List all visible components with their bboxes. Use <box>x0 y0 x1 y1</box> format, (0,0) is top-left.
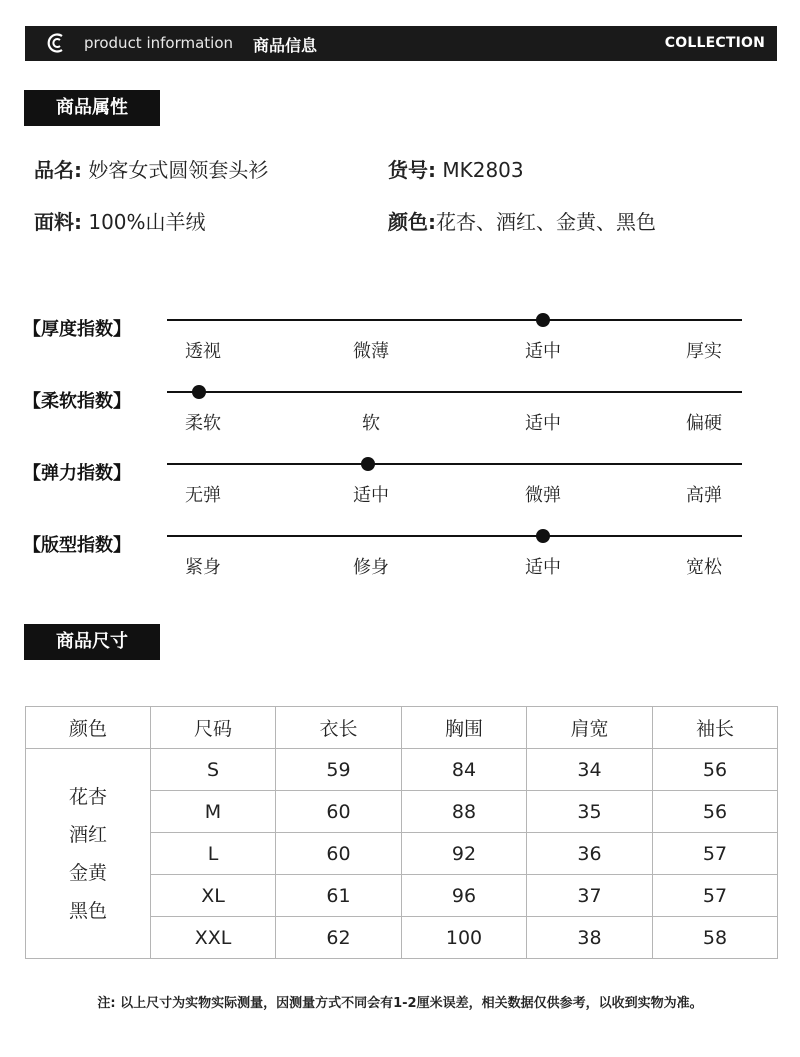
index-label: 【版型指数】 <box>23 535 131 556</box>
color-item: 酒红 <box>68 823 107 846</box>
index-label: 【柔软指数】 <box>23 391 131 412</box>
size-table <box>25 706 778 959</box>
measurement-cell: 56 <box>653 749 778 791</box>
measurement-cell: 96 <box>402 875 527 917</box>
attributes-section-title: 商品属性 <box>24 90 160 126</box>
measurement-cell: 38 <box>527 917 653 959</box>
index-option: 软 <box>362 413 380 434</box>
measurement-cell: 60 <box>276 833 402 875</box>
index-option: 微薄 <box>353 341 389 362</box>
index-option: 透视 <box>185 341 221 362</box>
size-cell: XL <box>151 875 276 917</box>
index-option: 无弹 <box>185 485 221 506</box>
measurement-cell: 100 <box>402 917 527 959</box>
header-sleeve: 袖长 <box>653 707 778 749</box>
index-option: 适中 <box>525 413 561 434</box>
brand-logo-icon <box>47 32 67 54</box>
measurement-note: 注: 以上尺寸为实物实际测量，因测量方式不同会有1-2厘米误差，相关数据仅供参考，以收到实物为准。 <box>97 996 703 1011</box>
index-scale-line <box>167 535 742 537</box>
attr-fabric <box>34 206 206 235</box>
header-cn-title: 商品信息 <box>253 36 318 55</box>
size-cell: XXL <box>151 917 276 959</box>
attr-color-value: 花杏、酒红、金黄、黑色 <box>436 210 656 234</box>
color-item: 花杏 <box>68 785 107 808</box>
color-list-cell <box>26 749 151 959</box>
measurement-cell: 62 <box>276 917 402 959</box>
measurement-cell: 84 <box>402 749 527 791</box>
header-bar <box>25 26 777 61</box>
measurement-cell: 60 <box>276 791 402 833</box>
color-item: 黑色 <box>68 899 107 922</box>
attr-fabric-value: 100%山羊绒 <box>88 210 206 234</box>
measurement-cell: 88 <box>402 791 527 833</box>
size-cell: S <box>151 749 276 791</box>
attr-name <box>34 154 268 183</box>
index-option: 紧身 <box>185 557 221 578</box>
index-scale-line <box>167 391 742 393</box>
size-cell: L <box>151 833 276 875</box>
measurement-cell: 92 <box>402 833 527 875</box>
size-section-title: 商品尺寸 <box>24 624 160 660</box>
size-table-body <box>26 749 778 959</box>
table-row <box>26 749 778 791</box>
attr-sku <box>388 154 524 183</box>
measurement-cell: 36 <box>527 833 653 875</box>
color-item: 金黄 <box>68 861 107 884</box>
measurement-cell: 56 <box>653 791 778 833</box>
attr-color <box>388 206 656 235</box>
measurement-cell: 37 <box>527 875 653 917</box>
attr-sku-key: 货号: <box>388 158 436 182</box>
measurement-cell: 58 <box>653 917 778 959</box>
measurement-cell: 61 <box>276 875 402 917</box>
attr-fabric-key: 面料: <box>34 210 82 234</box>
index-option: 宽松 <box>686 557 722 578</box>
measurement-cell: 57 <box>653 875 778 917</box>
index-option: 偏硬 <box>686 413 722 434</box>
header-shoulder: 肩宽 <box>527 707 653 749</box>
index-label: 【弹力指数】 <box>23 463 131 484</box>
index-scale-line <box>167 463 742 465</box>
index-indicator-dot <box>361 457 375 471</box>
index-option: 适中 <box>353 485 389 506</box>
index-label: 【厚度指数】 <box>23 319 131 340</box>
index-indicator-dot <box>536 529 550 543</box>
index-option: 适中 <box>525 341 561 362</box>
measurement-cell: 35 <box>527 791 653 833</box>
index-option: 柔软 <box>185 413 221 434</box>
header-collection: COLLECTION <box>664 35 765 51</box>
size-table-header-row <box>26 707 778 749</box>
header-size: 尺码 <box>151 707 276 749</box>
index-indicator-dot <box>536 313 550 327</box>
size-cell: M <box>151 791 276 833</box>
header-en-title: product information <box>84 34 234 52</box>
attr-name-key: 品名: <box>34 158 82 182</box>
index-indicator-dot <box>192 385 206 399</box>
index-option: 微弹 <box>525 485 561 506</box>
attr-name-value: 妙客女式圆领套头衫 <box>88 158 269 182</box>
header-color: 颜色 <box>26 707 151 749</box>
measurement-cell: 34 <box>527 749 653 791</box>
attr-sku-value: MK2803 <box>442 158 524 182</box>
header-length: 衣长 <box>276 707 402 749</box>
header-bust: 胸围 <box>402 707 527 749</box>
measurement-cell: 59 <box>276 749 402 791</box>
index-scale-line <box>167 319 742 321</box>
measurement-cell: 57 <box>653 833 778 875</box>
index-option: 厚实 <box>686 341 722 362</box>
attr-color-key: 颜色: <box>388 210 436 234</box>
index-option: 修身 <box>353 557 389 578</box>
index-option: 高弹 <box>686 485 722 506</box>
index-option: 适中 <box>525 557 561 578</box>
